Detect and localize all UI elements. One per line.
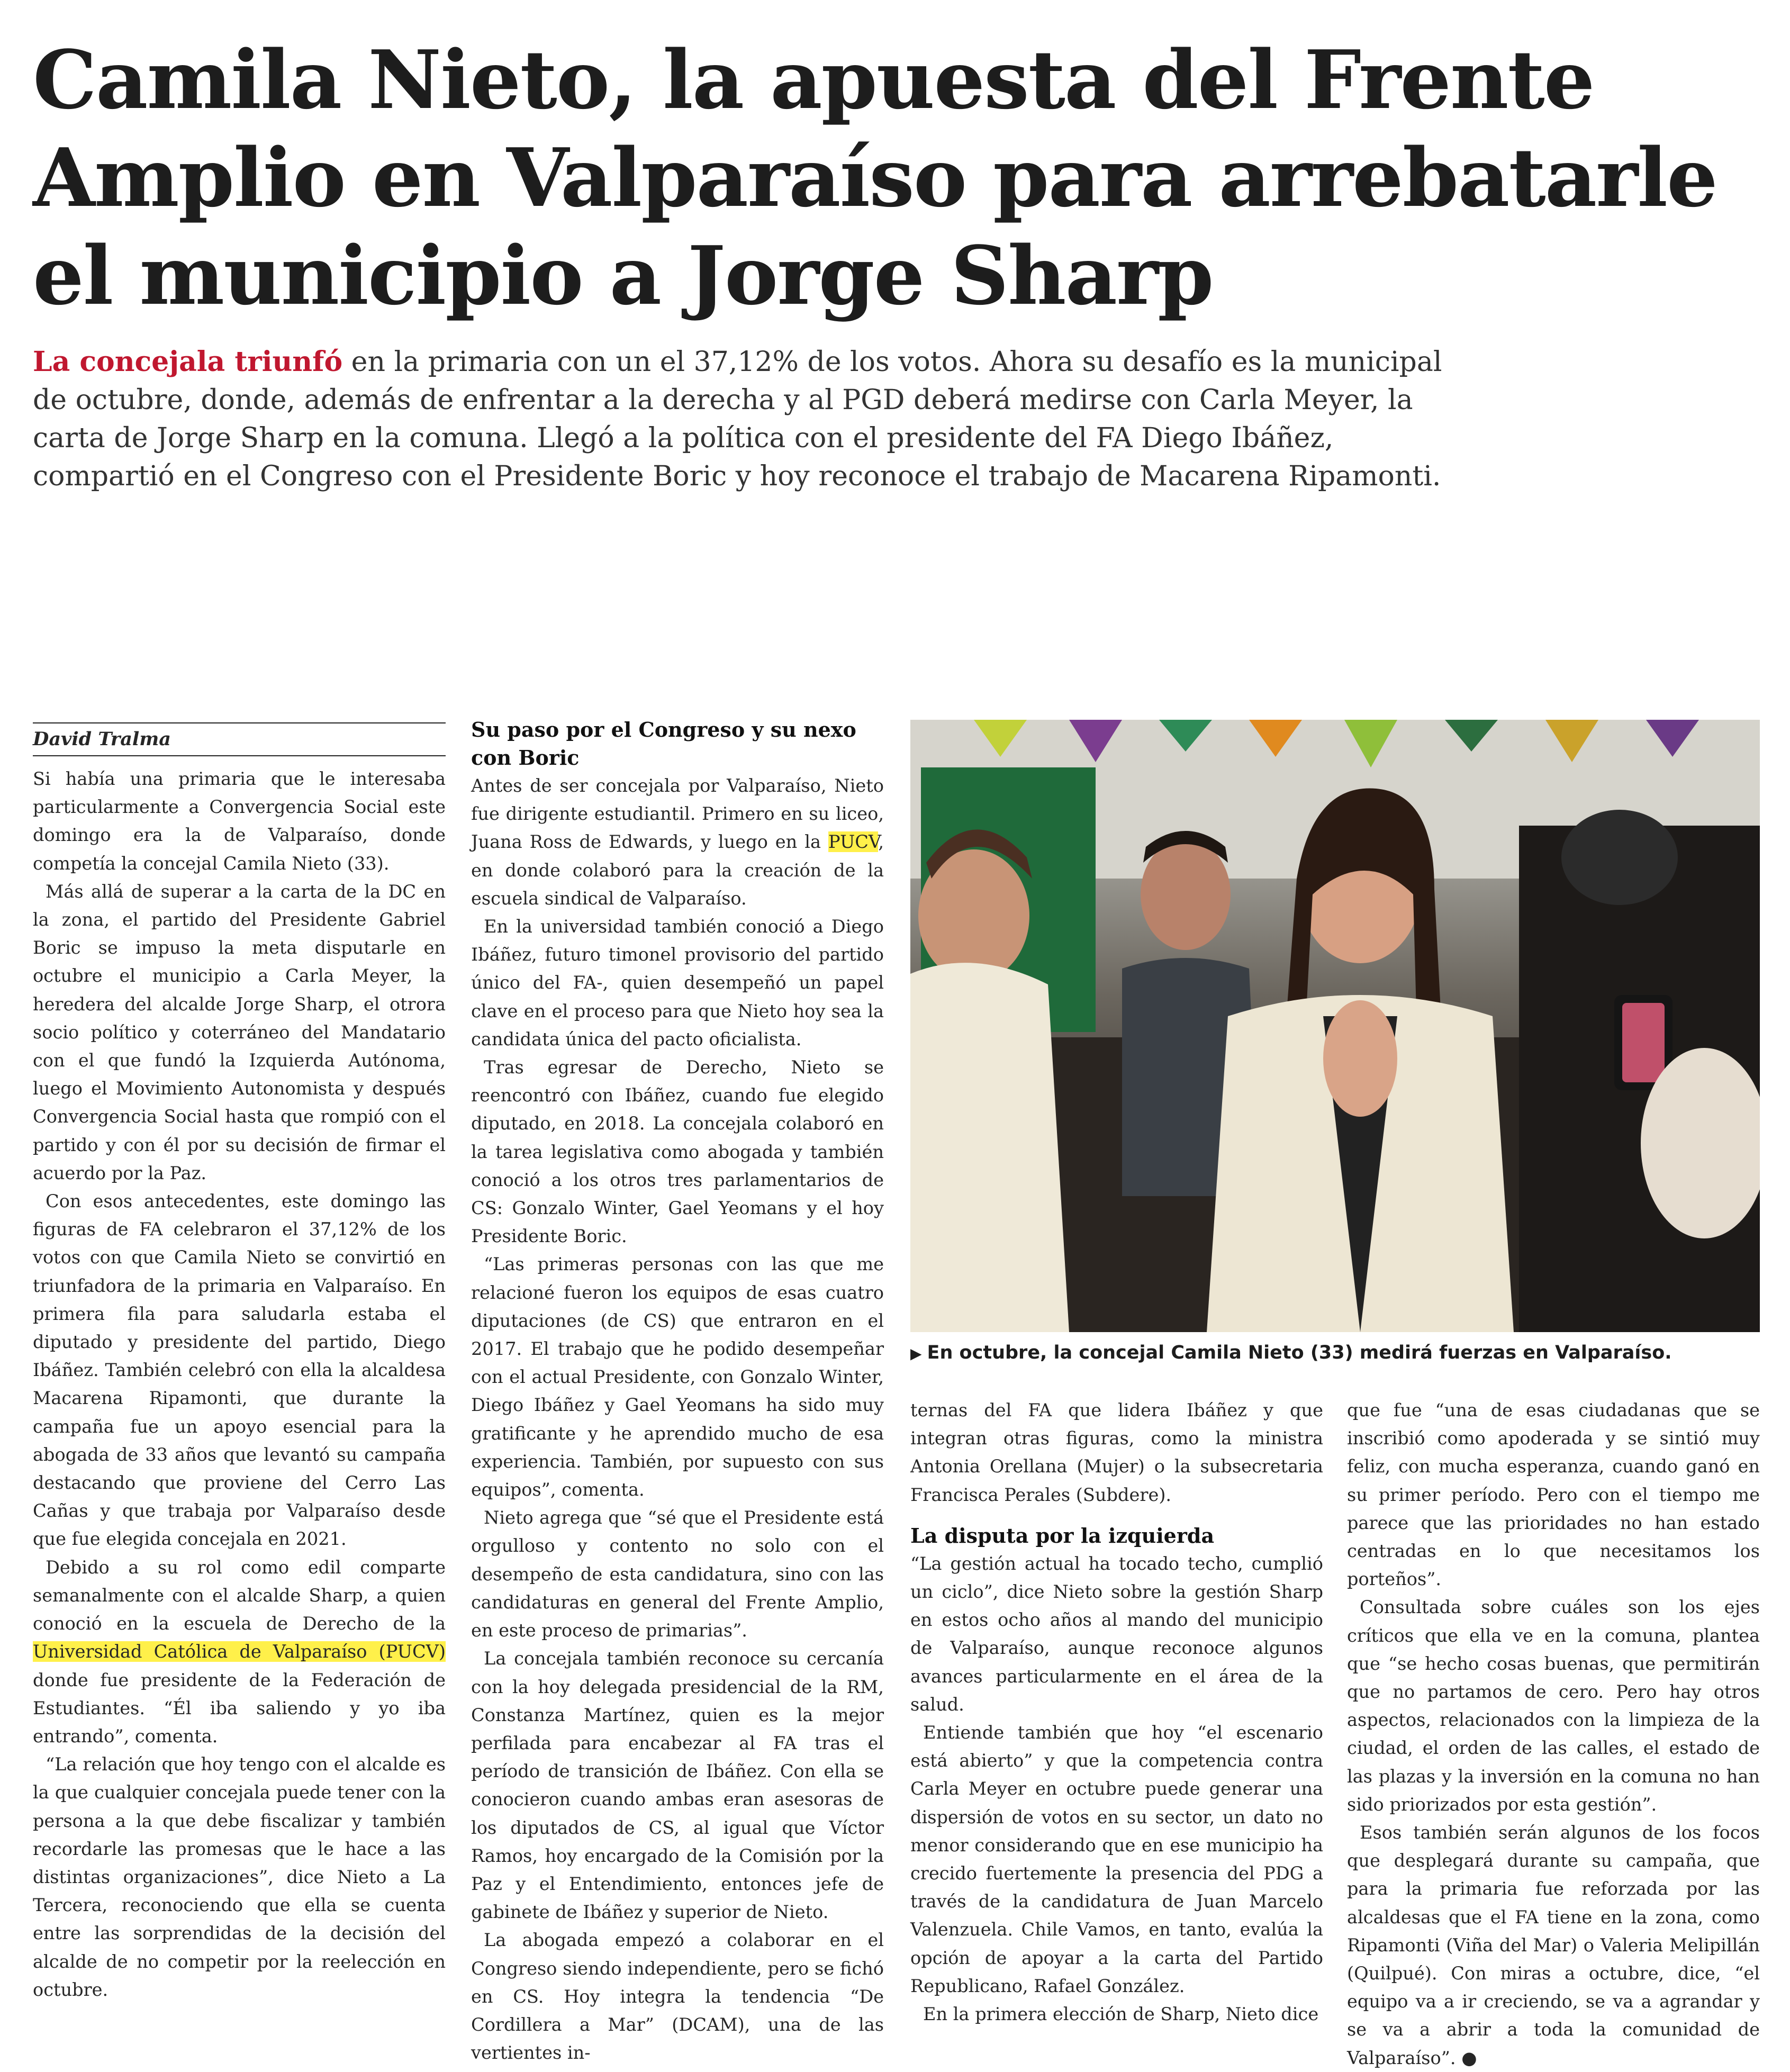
text-run: , en donde colaboró para la creación de la escuela sindical de Valparaíso. — [471, 831, 884, 909]
text-run: Debido a su rol como edil comparte semanalmente con el alcalde Sharp, a quien conoció en la escuela de Derecho de la — [33, 1557, 446, 1634]
deck-lead: La concejala triunfó — [33, 346, 343, 378]
deck-text: en la primaria con un el 37,12% de los votos. Ahora su desafío es la municipal de octubre, donde, además de enfrentar a la derecha y al PGD deberá medirse con Carla Meyer, la carta de Jorge Sharp en la comuna. Llegó a la política con el presidente del FA Diego Ibáñez, compartió en el Congreso con el Presidente Boric y hoy reconoce el trabajo de Macarena Ripamonti. — [33, 346, 1442, 492]
paragraph: que fue “una de esas ciudadanas que se inscribió como apoderada y se sintió muy feliz, con mucha esperanza, cuando ganó en su primer período. Pero con el tiempo me parece que las prioridades no han estado centradas en lo que necesitamos los porteños”. — [1347, 1400, 1760, 1590]
paragraph: La abogada empezó a colaborar en el Congreso siendo independiente, pero se fichó en CS. Hoy integra la tendencia “De Cordillera a Mar” (DCAM), una de las vertientes in- — [471, 1930, 884, 2064]
paragraph: En la primera elección de Sharp, Nieto dice — [923, 2004, 1319, 2025]
highlighted-text: PUCV — [828, 831, 879, 853]
end-mark-icon: ● — [1461, 2047, 1477, 2068]
column-4 — [1347, 1396, 1760, 2072]
paragraph: Nieto agrega que “sé que el Presidente está orgulloso y contento no solo con el desempeño de esta candidatura, sino con las candidaturas en general del Frente Amplio, en este proceso de primarias”. — [471, 1507, 884, 1641]
paragraph: Más allá de superar a la carta de la DC en la zona, el partido del Presidente Gabriel Boric se impuso la meta disputarle en octubre el municipio a Carla Meyer, la heredera del alcalde Jorge Sharp, el otrora socio político y coterráneo del Mandatario con el que fundó la Izquierda Autónoma, luego el Movimiento Autonomista y después Convergencia Social hasta que rompió con el partido y con él por su decisión de firmar el acuerdo por la Paz. — [33, 881, 446, 1183]
text-run: Esos también serán algunos de los focos que desplegará durante su campaña, que para la primaria fue reforzada por las alcaldesas que el FA tiene en la zona, como Ripamonti (Viña del Mar) o Valeria Melipillán (Quilpué). Con miras a octubre, dice, “el equipo va a ir creciendo, se va a agrandar y se va a abrir a toda la comunidad de Valparaíso”. — [1347, 1822, 1760, 2068]
paragraph — [471, 772, 884, 912]
text-run: Antes de ser concejala por Valparaíso, Nieto fue dirigente estudiantil. Primero en su liceo, Juana Ross de Edwards, y luego en la — [471, 775, 884, 853]
text-run: donde fue presidente de la Federación de Estudiantes. “Él iba saliendo y yo iba entrando”, comenta. — [33, 1669, 446, 1747]
section-subhead: La disputa por la izquierda — [910, 1523, 1215, 1548]
caption-text: En octubre, la concejal Camila Nieto (33) medirá fuerzas en Valparaíso. — [927, 1342, 1672, 1363]
paragraph: Tras egresar de Derecho, Nieto se reencontró con Ibáñez, cuando fue elegido diputado, en 2018. La concejala colaboró en la tarea legislativa como abogada y también conoció a los otros tres parlamentarios de CS: Gonzalo Winter, Gael Yeomans y el hoy Presidente Boric. — [471, 1057, 884, 1247]
highlighted-text: Universidad Católica de Valparaíso (PUCV) — [33, 1641, 446, 1662]
paragraph: Con esos antecedentes, este domingo las figuras de FA celebraron el 37,12% de los votos con que Camila Nieto se convirtió en triunfadora de la primaria en Valparaíso. En primera fila para saludarla estaba el diputado y presidente del partido, Diego Ibáñez. También celebró con ella la alcaldesa Macarena Ripamonti, que durante la campaña fue un apoyo esencial para la abogada de 33 años que levantó su campaña destacando que proviene del Cerro Las Cañas y que trabaja por Valparaíso desde que fue elegida concejala en 2021. — [33, 1191, 446, 1550]
paragraph: En la universidad también conoció a Diego Ibáñez, futuro timonel provisorio del partido único del FA-, quien desempeñó un papel clave en el proceso para que Nieto hoy sea la candidata única del pacto oficialista. — [471, 916, 884, 1049]
photo-illustration — [910, 720, 1760, 1332]
paragraph: Consultada sobre cuáles son los ejes críticos que ella ve en la comuna, plantea que “se hecho cosas buenas, que permitirán que no partamos de cero. Pero hay otros aspectos, relacionados con la limpieza de la ciudad, el orden de las calles, el estado de las plazas y la inversión en la comuna no han sido priorizados por esta gestión”. — [1347, 1597, 1760, 1815]
column-1 — [33, 722, 446, 2004]
section-subhead: Su paso por el Congreso y su nexo con Boric — [471, 718, 856, 770]
paragraph: Entiende también que hoy “el escenario está abierto” y que la competencia contra Carla Meyer en octubre puede generar una dispersión de votos en su sector, un dato no menor considerando que en ese municipio ha crecido fuertemente la presencia del PDG a través de la candidatura de Juan Marcelo Valenzuela. Chile Vamos, en tanto, evalúa la opción de apoyar a la carta del Partido Republicano, Rafael González. — [910, 1722, 1323, 1996]
column-2 — [471, 716, 884, 2067]
headline: Camila Nieto, la apuesta del Frente Amplio en Valparaíso para arrebatarle el municipio a Jorge Sharp — [33, 32, 1717, 323]
paragraph: “La relación que hoy tengo con el alcalde es la que cualquier concejala puede tener con la persona a la que debe fiscalizar y también recordarle las promesas que le hace a las distintas organizaciones”, dice Nieto a La Tercera, reconociendo que ella se cuenta entre las sorprendidas de la decisión del alcalde de no competir por la reelección en octubre. — [33, 1754, 446, 2000]
caption-triangle-icon: ▶ — [910, 1345, 922, 1362]
paragraph: Si había una primaria que le interesaba particularmente a Convergencia Social este domingo era la de Valparaíso, donde competía la concejal Camila Nieto (33). — [33, 768, 446, 874]
column-3 — [910, 1396, 1323, 2028]
paragraph — [1347, 1818, 1760, 2072]
article-photo — [910, 720, 1760, 1332]
paragraph: “La gestión actual ha tocado techo, cumplió un ciclo”, dice Nieto sobre la gestión Sharp en estos ocho años al mando del municipio de Valparaíso, aunque reconoce algunos avances particularmente en el área de la salud. — [910, 1553, 1323, 1715]
deck — [33, 343, 1462, 495]
paragraph: ternas del FA que lidera Ibáñez y que integran otras figuras, como la ministra Antonia Orellana (Mujer) o la subsecretaria Francisca Perales (Subdere). — [910, 1400, 1323, 1505]
paragraph — [33, 1553, 446, 1750]
paragraph: “Las primeras personas con las que me relacioné fueron los equipos de esas cuatro diputaciones (de CS) que entraron en el 2017. El trabajo que he podido desempeñar con el actual Presidente, con Gonzalo Winter, Diego Ibáñez y Gael Yeomans ha sido muy gratificante y he aprendido mucho de esa experiencia. También, por supuesto con sus equipos”, comenta. — [471, 1254, 884, 1500]
byline: David Tralma — [33, 722, 446, 756]
photo-caption — [910, 1340, 1760, 1367]
paragraph: La concejala también reconoce su cercanía con la hoy delegada presidencial de la RM, Constanza Martínez, quien es la mejor perfilada para encabezar al FA tras el período de transición de Ibáñez. Con ella se conocieron cuando ambas eran asesoras de los diputados de CS, al igual que Víctor Ramos, hoy encargado de la Comisión por la Paz y el Entendimiento, entonces jefe de gabinete de Ibáñez y superior de Nieto. — [471, 1648, 884, 1923]
